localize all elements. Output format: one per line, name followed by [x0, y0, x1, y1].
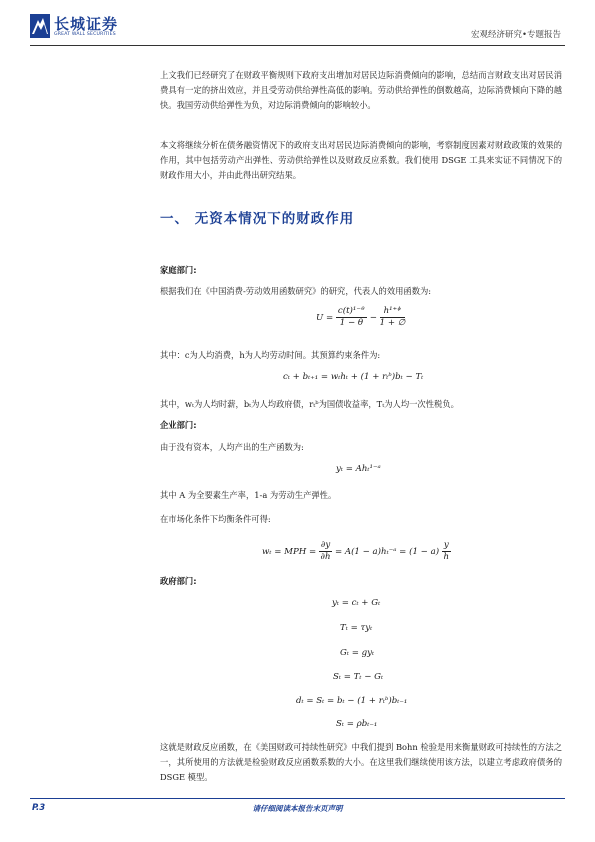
footer-divider [30, 798, 565, 799]
gov-equation-6: Sₜ = ρbₜ₋₁ [336, 719, 378, 729]
utility-equation [316, 306, 405, 329]
utility-minus: − [369, 313, 377, 323]
header-divider [30, 45, 565, 46]
utility-numerator-1: c(t)¹⁻ᶿ [337, 306, 365, 316]
logo-english-name: GREAT WALL SECURITIES [54, 32, 116, 37]
report-type-label: 宏观经济研究•专题报告 [470, 30, 561, 40]
firm-text-1: 由于没有资本，人均产出的生产函数为: [160, 442, 304, 452]
wage-derivative-denominator: ∂h [320, 552, 331, 562]
wage-ratio-fraction [442, 540, 451, 563]
utility-fraction-1 [336, 306, 367, 329]
utility-lhs: U = [316, 313, 334, 323]
footer-disclaimer: 请仔细阅读本报告末页声明 [252, 804, 343, 813]
wage-ratio-denominator: h [443, 552, 450, 562]
budget-constraint-equation: cₜ + bₜ₊₁ = wₜhₜ + (1 + rₜᵇ)bₜ − Tₜ [283, 372, 424, 382]
household-text-1: 根据我们在《中国消费-劳动效用函数研究》的研究，代表人的效用函数为: [160, 286, 432, 296]
wage-derivative-numerator: ∂y [320, 540, 331, 550]
company-logo [30, 14, 130, 42]
production-function-equation: yₜ = Ahₜ¹⁻ᵃ [336, 464, 381, 474]
utility-denominator-2: 1 + ∅ [379, 318, 406, 328]
gov-equation-3: Gₜ = gyₜ [340, 648, 375, 658]
section-title: 一、 无资本情况下的财政作用 [160, 211, 355, 227]
government-heading: 政府部门: [160, 576, 197, 586]
gov-equation-2: Tₜ = τyₜ [340, 623, 373, 633]
firm-text-2: 其中 A 为全要素生产率，1-a 为劳动生产弹性。 [160, 490, 337, 500]
gov-equation-4: Sₜ = Tₜ − Gₜ [333, 672, 384, 682]
intro-paragraph-1: 上文我们已经研究了在财政平衡规则下政府支出增加对居民边际消费倾向的影响，总结而言财政支出对居民消费具有一定的挤出效应，并且受劳动供给弹性高低的影响。劳动供给弹性的倒数越高，边际消费倾向下降的越快。我国劳动供给弹性为负，对边际消费倾向的影响较小。 [160, 70, 562, 110]
household-text-3: 其中，wₜ为人均时薪，bₜ为人均政府债，rₜᵇ为国债收益率，Tₜ为人均一次性税负。 [160, 399, 459, 409]
wage-ratio-numerator: y [443, 540, 449, 550]
intro-paragraph-2: 本文将继续分析在债务融资情况下的政府支出对居民边际消费倾向的影响，考察制度因素对财政政策的效果的作用，其中包括劳动产出弹性、劳动供给弹性以及财政反应系数。我们使用 DSGE 工具来实证不同情况下的财政作用大小，并由此得出研究结果。 [160, 140, 562, 180]
wage-lhs: wₜ = MPH = [262, 547, 317, 557]
page-number: P.3 [32, 803, 46, 813]
government-closing-paragraph: 这就是财政反应函数，在《美国财政可持续性研究》中我们提到 Bohn 检验是用来衡量财政可持续性的方法之一，其所使用的方法就是检验财政反应函数系数的大小。在这里我们继续使用该方法，以建立考虑政府债务的 DSGE 模型。 [160, 742, 562, 782]
household-text-2: 其中：c为人均消费，h为人均劳动时间。其预算约束条件为: [160, 350, 381, 360]
utility-numerator-2: h¹⁺ᶲ [380, 306, 406, 318]
great-wall-logo-icon [30, 14, 50, 38]
utility-denominator-1: 1 − θ [339, 318, 364, 328]
firm-heading: 企业部门: [160, 420, 197, 430]
wage-equation [262, 540, 451, 563]
firm-text-3: 在市场化条件下均衡条件可得: [160, 514, 271, 524]
household-heading: 家庭部门: [160, 265, 197, 275]
wage-middle: = A(1 − a)hₜ⁻ᵃ = (1 − a) [334, 547, 440, 557]
gov-equation-1: yₜ = cₜ + Gₜ [332, 598, 381, 608]
page-header [0, 0, 595, 50]
gov-equation-5: dₜ = Sₜ = bₜ − (1 + rₜᵇ)bₜ₋₁ [296, 696, 408, 706]
logo-chinese-name: 长城证券 [54, 15, 119, 33]
utility-fraction-2 [380, 306, 406, 329]
wage-derivative-fraction [319, 540, 332, 563]
